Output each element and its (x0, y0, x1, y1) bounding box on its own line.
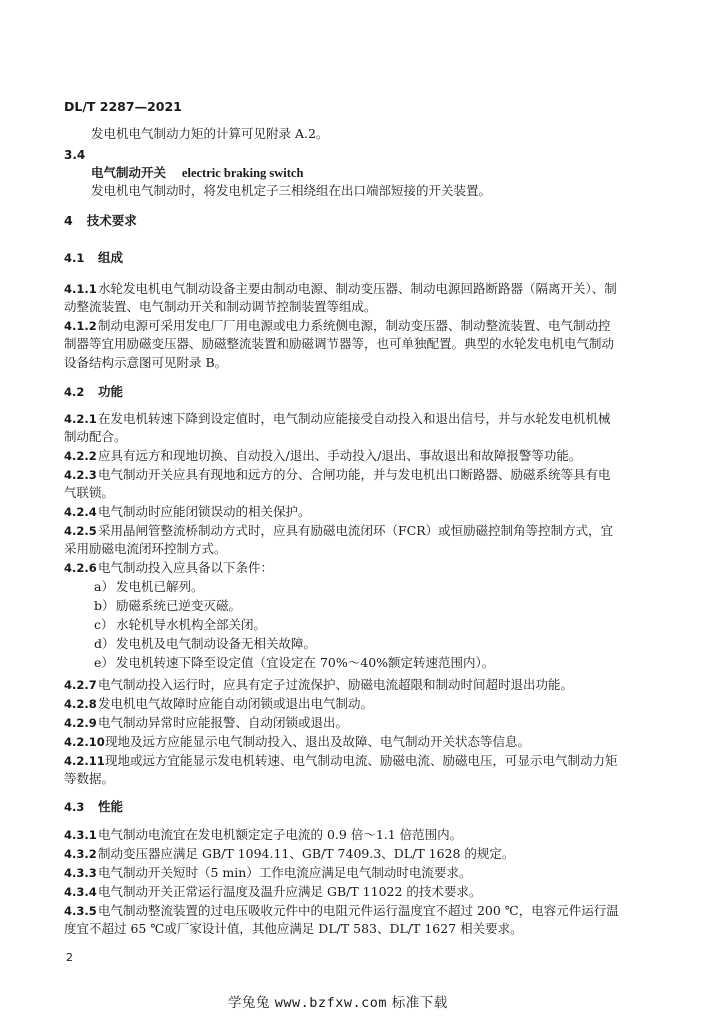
sec-4-heading (64, 213, 137, 229)
item-4-1-2-line3: 设备结构示意图可见附录 B。 (64, 355, 228, 370)
item-number: 4.1.2 (64, 319, 97, 333)
item-text: 电气制动投入应具备以下条件： (98, 560, 274, 575)
item-text: 水轮发电机电气制动设备主要由制动电源、制动变压器、制动电源回路断路器（隔离开关）、制 (98, 281, 617, 296)
item-4-1-1-line1 (64, 281, 617, 297)
condition-label: b） (94, 598, 115, 613)
condition-label: d） (94, 636, 115, 651)
footer-url[interactable]: www.bzfxw.com (274, 995, 387, 1011)
item-4-2-3-line2: 气联锁。 (64, 485, 115, 500)
item-number: 4.2.2 (64, 449, 97, 463)
item-4-3-5-line2: 度宜不超过 65 ℃或厂家设计值，其他应满足 DL/T 583、DL/T 1627 相关要求。 (64, 921, 523, 936)
condition-d (94, 636, 316, 652)
item-number: 4.3.3 (64, 866, 97, 880)
item-number: 4.2.4 (64, 505, 97, 519)
item-4-2-10 (64, 734, 530, 750)
item-number: 4.3.1 (64, 828, 97, 842)
item-number: 4.1.1 (64, 282, 97, 296)
condition-c (94, 617, 266, 633)
term-en: electric braking switch (181, 166, 304, 180)
item-text: 制动变压器应满足 GB/T 1094.11、GB/T 7409.3、DL/T 1628 的规定。 (98, 846, 515, 861)
item-text: 发电机电气故障时应能自动闭锁或退出电气制动。 (98, 696, 374, 711)
footer-tagline: 标准下载 (391, 995, 448, 1011)
item-number: 4.2.8 (64, 697, 97, 711)
sec-4-2-title: 功能 (98, 384, 124, 399)
sec-3-3-tail: 发电机电气制动力矩的计算可见附录 A.2。 (91, 126, 329, 141)
condition-label: e） (94, 655, 114, 670)
footer-brand: 学兔兔 (228, 995, 270, 1011)
item-4-1-2-line2: 制器等宜用励磁变压器、励磁整流装置和励磁调节器等，也可单独配置。典型的水轮发电机电气制动 (64, 336, 615, 351)
item-4-2-11-line1 (64, 753, 618, 769)
sec-4-3-heading (64, 799, 123, 815)
item-4-3-3 (64, 865, 471, 881)
item-text: 应具有远方和现地切换、自动投入/退出、手动投入/退出、事故退出和故障报警等功能。 (98, 448, 582, 463)
item-4-3-2 (64, 846, 514, 862)
term-cn: 电气制动开关 (91, 165, 167, 180)
condition-e (94, 655, 494, 671)
item-text: 电气制动开关应具有现地和远方的分、合闸功能，并与发电机出口断路器、励磁系统等具有电 (98, 467, 611, 482)
sec-4-1-number: 4.1 (64, 251, 85, 265)
item-text: 制动电源可采用发电厂厂用电源或电力系统侧电源，制动变压器、制动整流装置、电气制动控 (98, 318, 611, 333)
sec-3-4-term (91, 165, 303, 181)
condition-text: 发电机转速下降至设定值（宜设定在 70%～40%额定转速范围内）。 (116, 655, 495, 670)
sec-4-2-number: 4.2 (64, 385, 85, 399)
condition-b (94, 598, 241, 614)
condition-text: 发电机已解列。 (116, 579, 204, 594)
item-4-2-8 (64, 696, 373, 712)
item-4-3-5-line1 (64, 903, 619, 919)
item-4-2-7 (64, 677, 573, 693)
item-4-2-5-line2: 采用励磁电流闭环控制方式。 (64, 541, 227, 556)
item-4-2-6 (64, 560, 273, 576)
item-text: 电气制动开关正常运行温度及温升应满足 GB/T 11022 的技术要求。 (98, 884, 482, 899)
item-number: 4.2.10 (64, 735, 105, 749)
item-number: 4.2.11 (64, 754, 105, 768)
item-text: 电气制动时应能闭锁误动的相关保护。 (98, 504, 311, 519)
item-text: 现地或远方宜能显示发电机转速、电气制动电流、励磁电流、励磁电压，可显示电气制动力矩 (105, 753, 618, 768)
item-text: 在发电机转速下降到设定值时，电气制动应能接受自动投入和退出信号，并与水轮发电机机械 (98, 411, 611, 426)
item-number: 4.2.1 (64, 412, 97, 426)
item-4-1-2-line1 (64, 318, 611, 334)
item-number: 4.2.5 (64, 524, 97, 538)
item-text: 电气制动异常时应能报警、自动闭锁或退出。 (98, 715, 349, 730)
item-4-3-4 (64, 884, 481, 900)
item-4-3-1 (64, 827, 462, 843)
sec-4-title: 技术要求 (86, 213, 137, 228)
sec-3-4-number: 3.4 (64, 148, 86, 162)
item-number: 4.3.4 (64, 885, 97, 899)
item-4-2-1-line2: 制动配合。 (64, 429, 127, 444)
item-4-2-11-line2: 等数据。 (64, 771, 115, 786)
item-4-1-1-line2: 动整流装置、电气制动开关和制动调节控制装置等组成。 (64, 299, 377, 314)
condition-text: 水轮机导水机构全部关闭。 (116, 617, 267, 632)
condition-a (94, 579, 204, 595)
sec-4-2-heading (64, 384, 123, 400)
condition-text: 励磁系统已逆变灭磁。 (116, 598, 242, 613)
sec-4-number: 4 (64, 213, 73, 228)
standard-code: DL/T 2287—2021 (64, 99, 182, 114)
item-4-2-3-line1 (64, 467, 611, 483)
footer-banner (228, 994, 448, 1012)
item-number: 4.2.7 (64, 678, 97, 692)
page-number: 2 (66, 951, 73, 964)
sec-3-4-definition: 发电机电气制动时，将发电机定子三相绕组在出口端部短接的开关装置。 (91, 183, 492, 198)
item-number: 4.2.3 (64, 468, 97, 482)
item-text: 现地及远方应能显示电气制动投入、退出及故障、电气制动开关状态等信息。 (105, 734, 531, 749)
item-text: 电气制动整流装置的过电压吸收元件中的电阻元件运行温度宜不超过 200 ℃，电容元件运行温 (98, 903, 619, 918)
sec-4-3-title: 性能 (98, 799, 124, 814)
condition-label: c） (94, 617, 114, 632)
item-4-2-1-line1 (64, 411, 611, 427)
sec-4-1-heading (64, 250, 123, 266)
item-number: 4.2.9 (64, 716, 97, 730)
item-text: 电气制动电流宜在发电机额定定子电流的 0.9 倍～1.1 倍范围内。 (98, 827, 463, 842)
item-text: 采用晶闸管整流桥制动方式时，应具有励磁电流闭环（FCR）或恒励磁控制角等控制方式，宜 (98, 523, 614, 538)
condition-label: a） (94, 579, 114, 594)
item-number: 4.3.2 (64, 847, 97, 861)
sec-4-3-number: 4.3 (64, 800, 85, 814)
item-number: 4.2.6 (64, 561, 97, 575)
condition-text: 发电机及电气制动设备无相关故障。 (116, 636, 317, 651)
item-text: 电气制动投入运行时，应具有定子过流保护、励磁电流超限和制动时间超时退出功能。 (98, 677, 574, 692)
item-4-2-4 (64, 504, 311, 520)
sec-4-1-title: 组成 (98, 250, 124, 265)
item-4-2-9 (64, 715, 348, 731)
item-number: 4.3.5 (64, 904, 97, 918)
item-4-2-2 (64, 448, 581, 464)
item-4-2-5-line1 (64, 523, 613, 539)
item-text: 电气制动开关短时（5 min）工作电流应满足电气制动时电流要求。 (98, 865, 472, 880)
